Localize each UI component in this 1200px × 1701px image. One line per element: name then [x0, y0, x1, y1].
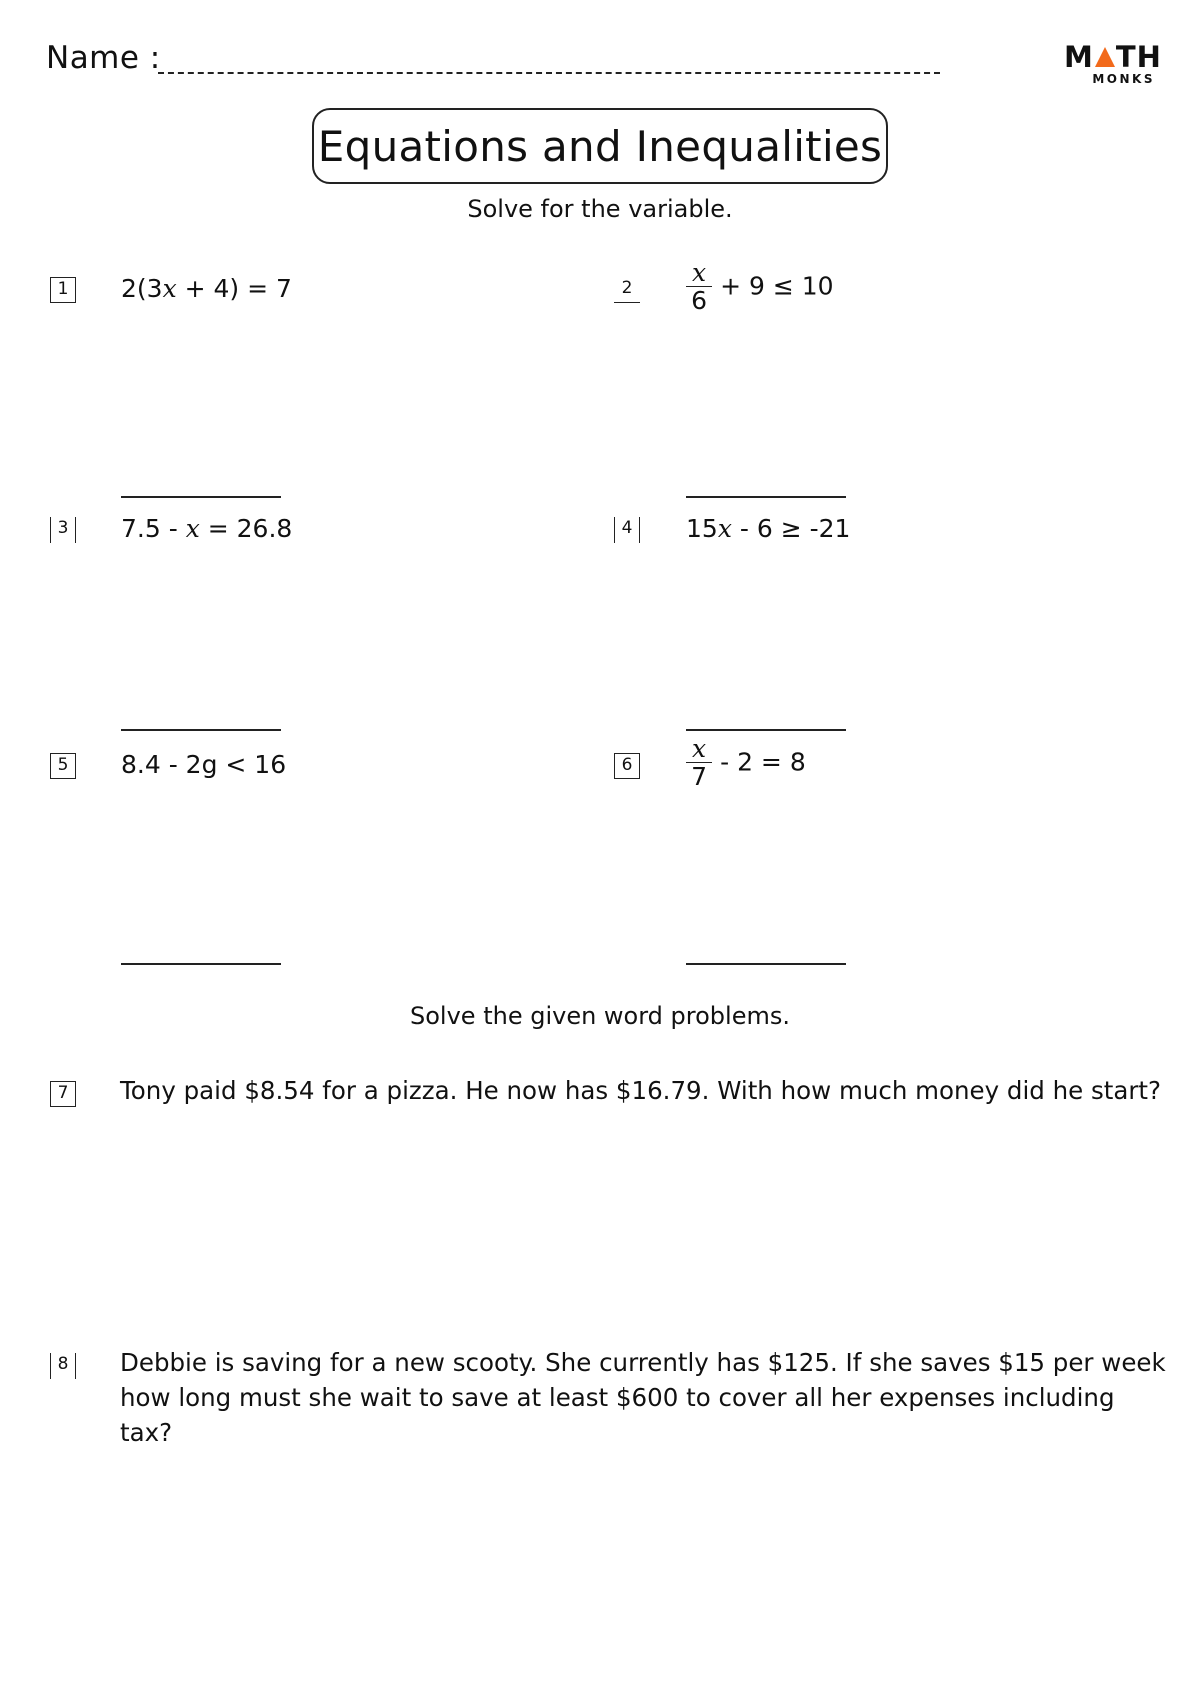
- p3-pre: 7.5 -: [121, 514, 186, 543]
- problem-2-equation: [686, 260, 834, 315]
- p2-post: + 9 ≤ 10: [720, 271, 834, 301]
- p6-post: - 2 = 8: [720, 747, 806, 777]
- word-problem-8-line1: Debbie is saving for a new scooty. She currently has $125. If she saves $15 per week: [120, 1348, 1166, 1377]
- problem-number-2: 2: [614, 277, 640, 303]
- p2-frac-top: x: [686, 260, 712, 287]
- p4-post: - 6 ≥ -21: [731, 514, 851, 543]
- problem-number-5: 5: [50, 753, 76, 779]
- word-problem-8-line2: how long must she wait to save at least $600 to cover all her expenses including tax?: [120, 1383, 1115, 1447]
- worksheet-title-text: Equations and Inequalities: [317, 121, 883, 171]
- problem-5-equation: [121, 748, 286, 782]
- logo-letter-m: M: [1064, 40, 1094, 74]
- problem-number-4: 4: [614, 517, 640, 543]
- p6-fraction: [686, 736, 712, 791]
- p1-pre: 2(3: [121, 274, 163, 303]
- name-label: Name :: [46, 40, 161, 76]
- section2-instruction: Solve the given word problems.: [410, 1002, 790, 1030]
- answer-line-6[interactable]: [686, 963, 846, 965]
- answer-line-1[interactable]: [121, 496, 281, 498]
- problem-number-7: 7: [50, 1081, 76, 1107]
- p3-post: = 26.8: [199, 514, 293, 543]
- p1-post: + 4) = 7: [176, 274, 292, 303]
- p4-pre: 15: [686, 514, 718, 543]
- answer-line-2[interactable]: [686, 496, 846, 498]
- problem-4-equation: [686, 512, 850, 546]
- name-field-line[interactable]: [158, 72, 940, 74]
- answer-line-3[interactable]: [121, 729, 281, 731]
- word-problem-7: Tony paid $8.54 for a pizza. He now has $16.79. With how much money did he start?: [120, 1076, 1162, 1105]
- problem-number-8: 8: [50, 1353, 76, 1379]
- p6-frac-top: x: [686, 736, 712, 763]
- problem-number-6: 6: [614, 753, 640, 779]
- section1-instruction: Solve for the variable.: [467, 195, 733, 223]
- p1-var: x: [162, 274, 177, 303]
- math-monks-logo: [1063, 42, 1163, 86]
- p6-frac-bot: 7: [691, 762, 707, 791]
- logo-subtext: MONKS: [1092, 72, 1155, 86]
- problem-number-3: 3: [50, 517, 76, 543]
- problem-number-1: 1: [50, 277, 76, 303]
- answer-line-5[interactable]: [121, 963, 281, 965]
- p4-var: x: [717, 514, 732, 543]
- problem-6-equation: [686, 736, 806, 791]
- worksheet-title: [312, 108, 888, 184]
- word-problem-8: [120, 1345, 1170, 1450]
- logo-wordmark: [1063, 42, 1163, 72]
- logo-letters-th: TH: [1115, 40, 1162, 74]
- logo-triangle-icon: [1095, 47, 1115, 67]
- problem-3-equation: [121, 512, 292, 546]
- p2-fraction: [686, 260, 712, 315]
- problem-1-equation: [121, 272, 292, 306]
- answer-line-4[interactable]: [686, 729, 846, 731]
- p5-text: 8.4 - 2g < 16: [121, 750, 287, 779]
- p3-var: x: [185, 514, 200, 543]
- p2-frac-bot: 6: [691, 286, 707, 315]
